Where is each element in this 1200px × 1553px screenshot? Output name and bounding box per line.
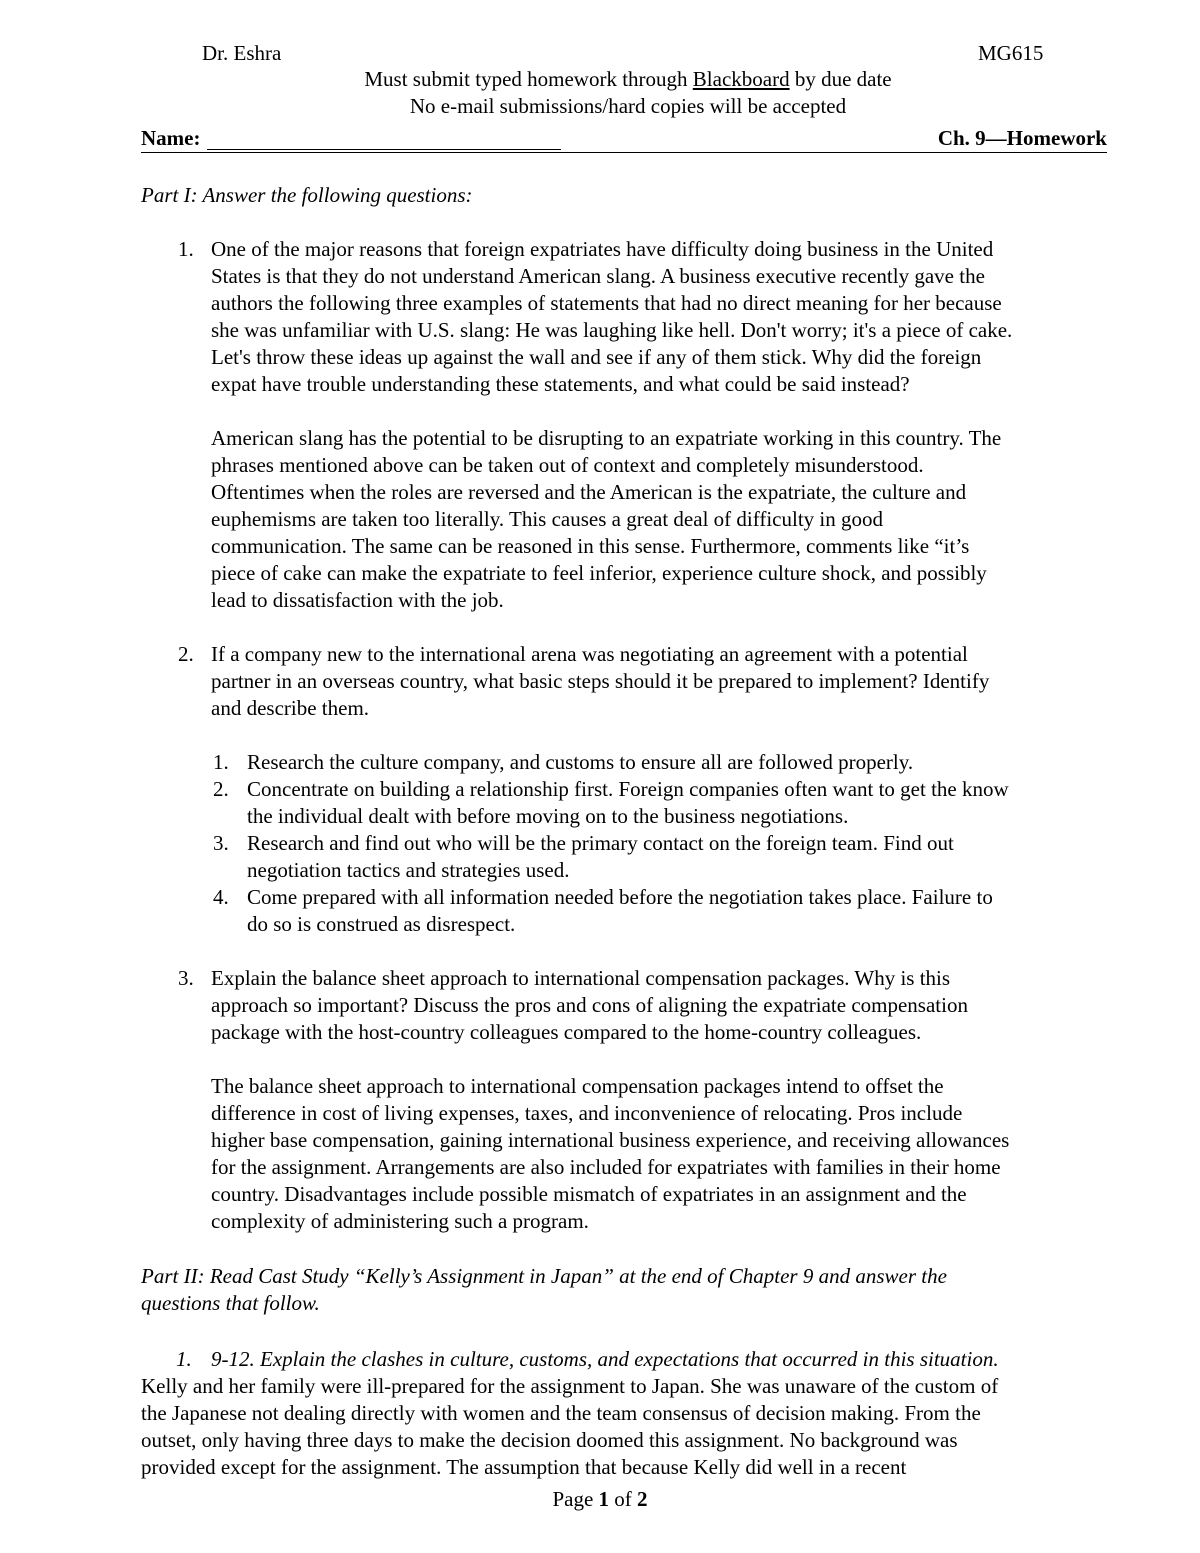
- q2-question-line: partner in an overseas country, what basic steps should it be prepared to implement? Identify: [211, 669, 990, 693]
- q2-question-line: If a company new to the international arena was negotiating an agreement with a potential: [211, 642, 968, 666]
- q1-question-line: authors the following three examples of statements that had no direct meaning for her because: [211, 291, 1002, 315]
- part1-title: Part I: Answer the following questions:: [141, 183, 473, 207]
- p2-q1-number: 1.: [176, 1347, 192, 1371]
- q1-answer-line: American slang has the potential to be disrupting to an expatriate working in this country. The: [211, 426, 1002, 450]
- page-total: 2: [637, 1487, 648, 1511]
- q1-question-line: One of the major reasons that foreign expatriates have difficulty doing business in the United: [211, 237, 994, 261]
- q3-answer-line: for the assignment. Arrangements are also included for expatriates with families in their home: [211, 1155, 1001, 1179]
- of-word: of: [609, 1487, 638, 1511]
- q3-answer: [211, 1073, 1009, 1235]
- page-number: 1: [598, 1487, 610, 1511]
- step-number: 4.: [213, 885, 229, 909]
- step-number: 1.: [213, 750, 229, 774]
- p2-q1-answer: [141, 1373, 998, 1481]
- course-code: MG615: [978, 41, 1044, 65]
- name-row: [141, 125, 1107, 153]
- p2-q1-question: 9-12. Explain the clashes in culture, customs, and expectations that occurred in this situation.: [211, 1347, 999, 1371]
- step-line: negotiation tactics and strategies used.: [247, 858, 570, 882]
- q1-answer-line: euphemisms are taken too literally. This causes a great deal of difficulty in good: [211, 507, 883, 531]
- q1-answer-line: Oftentimes when the roles are reversed and the American is the expatriate, the culture and: [211, 480, 967, 504]
- p2-q1-answer-line: the Japanese not dealing directly with women and the team consensus of decision making. From the: [141, 1401, 981, 1425]
- q3-question-line: approach so important? Discuss the pros and cons of aligning the expatriate compensation: [211, 993, 968, 1017]
- q2-question-line: and describe them.: [211, 696, 370, 720]
- q2-number: 2.: [178, 642, 194, 666]
- p2-q1-answer-line: outset, only having three days to make the decision doomed this assignment. No background was: [141, 1428, 958, 1452]
- q1-answer-line: communication. The same can be reasoned in this sense. Furthermore, comments like “it’s: [211, 534, 970, 558]
- q1-answer: [211, 425, 1001, 614]
- name-field-line[interactable]: [207, 125, 561, 150]
- notice-text: Must submit typed homework through: [364, 67, 693, 91]
- name-label: Name:: [141, 126, 201, 150]
- q1-question-line: expat have trouble understanding these statements, and what could be said instead?: [211, 372, 910, 396]
- step-number: 2.: [213, 777, 229, 801]
- step-line: Research the culture company, and customs to ensure all are followed properly.: [247, 750, 914, 774]
- q3-number: 3.: [178, 966, 194, 990]
- step-line: Concentrate on building a relationship first. Foreign companies often want to get the know: [247, 777, 1009, 801]
- notice-text-end: by due date: [789, 67, 892, 91]
- q3-question: [211, 965, 968, 1046]
- q1-question-line: Let's throw these ideas up against the wall and see if any of them stick. Why did the foreign: [211, 345, 982, 369]
- part2-title-line: questions that follow.: [141, 1291, 320, 1315]
- step-line: the individual dealt with before moving on to the business negotiations.: [247, 804, 849, 828]
- blackboard-link[interactable]: Blackboard: [692, 67, 790, 91]
- page-footer: [0, 1486, 1200, 1513]
- p2-q1-answer-line: provided except for the assignment. The assumption that because Kelly did well in a recent: [141, 1455, 907, 1479]
- q1-question-line: States is that they do not understand American slang. A business executive recently gave the: [211, 264, 985, 288]
- step-item: [247, 884, 993, 938]
- p2-q1-answer-line: Kelly and her family were ill-prepared for the assignment to Japan. She was unaware of the custom of: [141, 1374, 999, 1398]
- q1-answer-line: phrases mentioned above can be taken out of context and completely misunderstood.: [211, 453, 924, 477]
- page-word: Page: [552, 1487, 599, 1511]
- q1-question-line: she was unfamiliar with U.S. slang: He was laughing like hell. Don't worry; it's a piece of cake.: [211, 318, 1013, 342]
- q3-answer-line: complexity of administering such a program.: [211, 1209, 589, 1233]
- q3-answer-line: country. Disadvantages include possible mismatch of expatriates in an assignment and the: [211, 1182, 967, 1206]
- step-line: Research and find out who will be the primary contact on the foreign team. Find out: [247, 831, 954, 855]
- step-item: [247, 830, 954, 884]
- q3-answer-line: The balance sheet approach to international compensation packages intend to offset the: [211, 1074, 944, 1098]
- step-line: Come prepared with all information needed before the negotiation takes place. Failure to: [247, 885, 993, 909]
- q3-question-line: Explain the balance sheet approach to international compensation packages. Why is this: [211, 966, 951, 990]
- instructor-name: Dr. Eshra: [202, 41, 282, 65]
- part2-title: [141, 1263, 947, 1317]
- part2-title-line: Part II: Read Cast Study “Kelly’s Assignment in Japan” at the end of Chapter 9 and answer the: [141, 1264, 947, 1288]
- q1-number: 1.: [178, 237, 194, 261]
- q2-question: [211, 641, 989, 722]
- q1-answer-line: piece of cake can make the expatriate to feel inferior, experience culture shock, and possibly: [211, 561, 987, 585]
- submission-notice: [0, 66, 1200, 93]
- step-line: do so is construed as disrespect.: [247, 912, 516, 936]
- step-number: 3.: [213, 831, 229, 855]
- chapter-label: Ch. 9—Homework: [937, 126, 1107, 150]
- q1-question: [211, 236, 1012, 398]
- q1-answer-line: lead to dissatisfaction with the job.: [211, 588, 504, 612]
- step-item: [247, 776, 1009, 830]
- no-email-notice: No e-mail submissions/hard copies will be accepted: [409, 94, 847, 118]
- q3-answer-line: difference in cost of living expenses, taxes, and inconvenience of relocating. Pros include: [211, 1101, 963, 1125]
- q3-answer-line: higher base compensation, gaining international business experience, and receiving allowances: [211, 1128, 1010, 1152]
- step-item: [247, 749, 913, 776]
- q3-question-line: package with the host-country colleagues compared to the home-country colleagues.: [211, 1020, 922, 1044]
